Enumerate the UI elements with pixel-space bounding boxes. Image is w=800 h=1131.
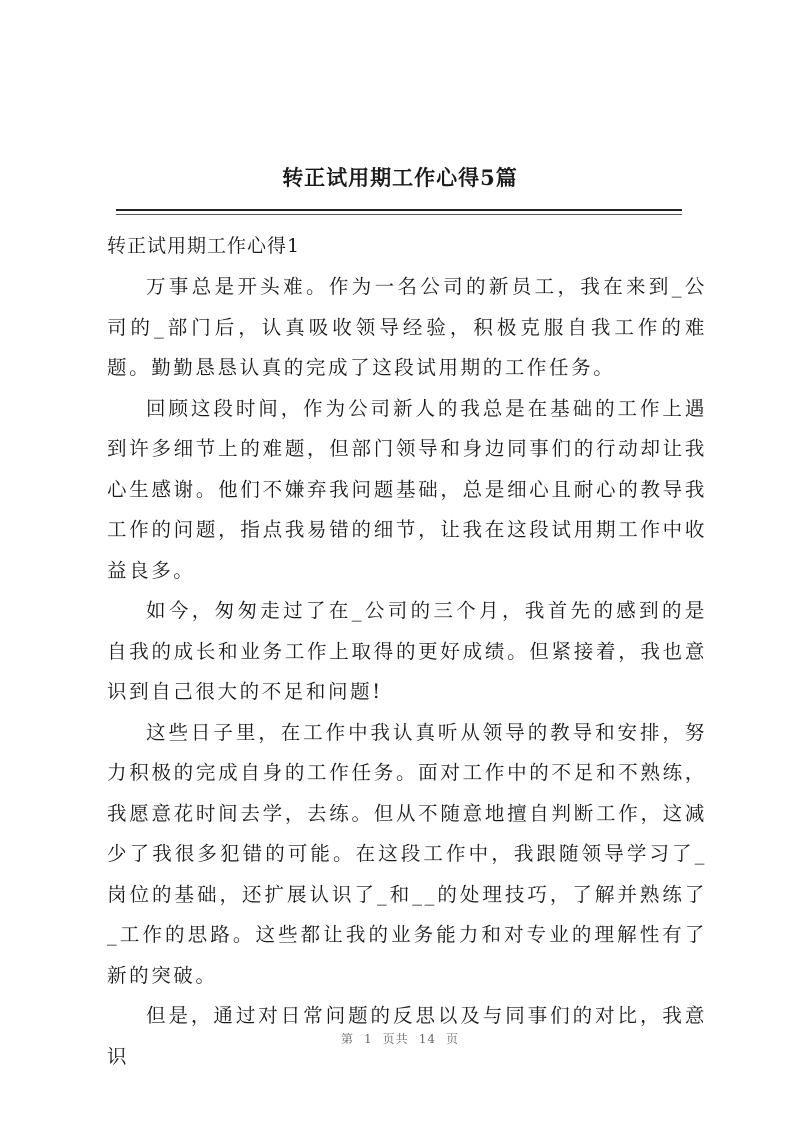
paragraph-1: 万事总是开头难。作为一名公司的新员工，我在来到_公司的_部门后，认真吸收领导经验，积极克服自我工作的难题。勤勤恳恳认真的完成了这段试用期的工作任务。 bbox=[107, 275, 707, 379]
title-divider-thin bbox=[116, 214, 682, 215]
document-title: 转正试用期工作心得5篇 bbox=[282, 165, 518, 190]
paragraph-4: 这些日子里，在工作中我认真听从领导的教导和安排，努力积极的完成自身的工作任务。面对工作中的不足和不熟练，我愿意花时间去学，去练。但从不随意地擅自判断工作，这减少了我很多犯错的可能。在这段工作中，我跟随领导学习了_岗位的基础，还扩展认识了_和__的处理技巧，了解并熟练了_工作的思路。这些都让我的业务能力和对专业的理解性有了新的突破。 bbox=[107, 720, 707, 987]
title-divider-thick bbox=[116, 209, 682, 211]
paragraph-3: 如今，匆匆走过了在_公司的三个月，我首先的感到的是自我的成长和业务工作上取得的更好成绩。但紧接着，我也意识到自己很大的不足和问题! bbox=[107, 599, 707, 703]
paragraph-2: 回顾这段时间，作为公司新人的我总是在基础的工作上遇到许多细节上的难题，但部门领导和身边同事们的行动却让我心生感谢。他们不嫌弃我问题基础，总是细心且耐心的教导我工作的问题，指点我易错的细节，让我在这段试用期工作中收益良多。 bbox=[107, 396, 707, 582]
paragraph-5: 但是，通过对日常问题的反思以及与同事们的对比，我意识 bbox=[107, 1004, 707, 1068]
page-footer bbox=[0, 1030, 800, 1047]
footer-mid: 页共 bbox=[382, 1032, 409, 1046]
footer-prefix: 第 bbox=[341, 1032, 355, 1046]
footer-page-number: 1 bbox=[364, 1032, 373, 1046]
section-heading: 转正试用期工作心得1 bbox=[107, 235, 301, 257]
footer-total-pages: 14 bbox=[418, 1032, 436, 1046]
footer-suffix: 页 bbox=[445, 1032, 459, 1046]
body-text bbox=[107, 267, 707, 1077]
